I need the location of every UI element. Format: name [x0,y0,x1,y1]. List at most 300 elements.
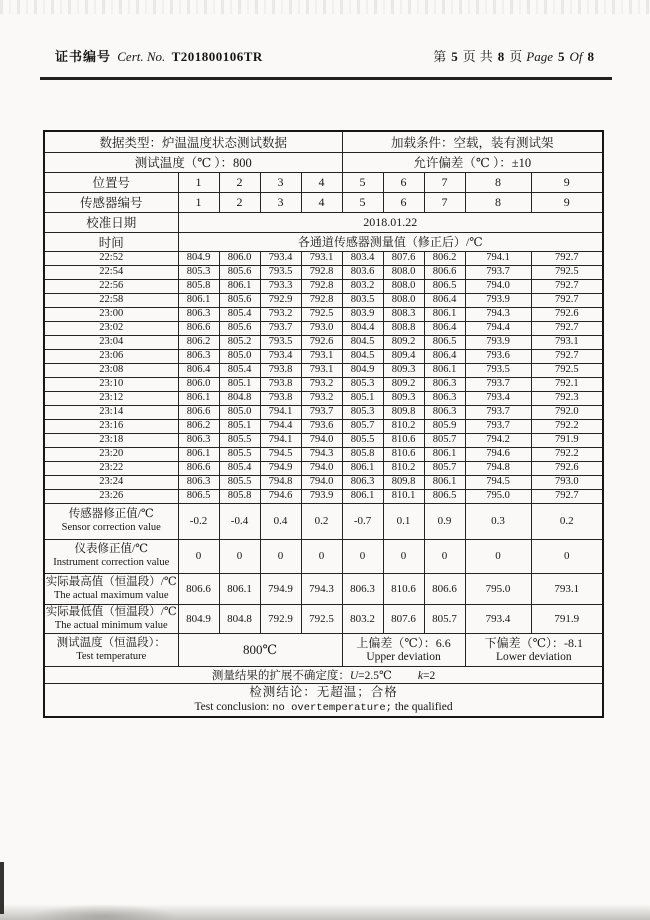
time-cell: 23:12 [44,391,178,405]
value-cell: 1 [178,172,219,192]
measurement-cell: 793.9 [465,293,531,307]
value-cell: 0 [260,539,301,573]
value-cell: 807.6 [383,604,424,633]
measurement-cell: 792.8 [301,265,342,279]
measurement-cell: 806.1 [342,489,383,503]
measurement-cell: 806.3 [424,391,465,405]
value-cell: 792.5 [301,604,342,633]
scan-noise-top [0,0,650,14]
measurement-cell: 805.0 [219,405,260,419]
value-cell: 2 [219,192,260,212]
measurement-cell: 794.6 [465,447,531,461]
value-cell: 5 [342,192,383,212]
channels-header: 各通道传感器测量值（修正后）/℃ [178,232,603,251]
data-type-cell: 数据类型：炉温温度状态测试数据 [44,131,342,152]
sensor-correction-label-en: Sensor correction value [61,522,161,534]
measurement-cell: 792.7 [531,321,603,335]
conclusion-row [44,683,603,717]
measurement-cell: 793.7 [465,377,531,391]
sensor-correction-row [44,503,603,539]
measurement-cell: 792.3 [531,391,603,405]
measurement-cell: 795.0 [465,489,531,503]
value-cell: 1 [178,192,219,212]
position-label: 位置号 [44,172,178,192]
sensor-correction-label [44,503,178,539]
test-temperature-cell: 测试温度（℃ ）：800 [44,152,342,172]
reading-row [44,293,603,307]
reading-row [44,475,603,489]
uncertainty-u-value: =2.5℃ [358,669,392,682]
instrument-correction-label [44,539,178,573]
measurement-cell: 793.8 [260,391,301,405]
measurement-cell: 806.4 [178,363,219,377]
scan-edge-mark [0,862,4,914]
measurement-cell: 805.6 [219,265,260,279]
measurement-cell: 804.4 [342,321,383,335]
cert-number: T201800106TR [171,49,263,64]
measurement-cell: 806.0 [219,251,260,265]
measurement-cell: 794.0 [465,279,531,293]
reading-row [44,405,603,419]
measurement-cell: 809.8 [383,405,424,419]
measurement-cell: 792.1 [531,377,603,391]
page-en-of: Of [569,49,583,64]
measurement-cell: 806.4 [424,349,465,363]
measurement-cell: 805.1 [219,377,260,391]
measurement-cell: 805.8 [178,279,219,293]
measurement-cell: 806.1 [219,279,260,293]
page-zh-mid2: 共 [479,49,493,64]
page-number: 5 [451,49,458,64]
position-row [44,172,603,192]
measurement-cell: 793.4 [465,391,531,405]
measurement-cell: 810.6 [383,447,424,461]
measurement-cell: 806.4 [424,321,465,335]
measurement-cell: 794.1 [465,251,531,265]
measurement-cell: 804.5 [342,349,383,363]
measurement-cell: 792.7 [531,251,603,265]
measurement-cell: 794.5 [260,447,301,461]
reading-row [44,391,603,405]
measurement-cell: 803.2 [342,279,383,293]
measurement-cell: 806.3 [178,475,219,489]
upper-deviation-cell [342,633,465,666]
measurement-cell: 793.3 [260,279,301,293]
value-cell: 6 [383,172,424,192]
value-cell: 0.4 [260,503,301,539]
measurement-cell: 805.4 [219,461,260,475]
measurement-cell: 793.2 [260,307,301,321]
measurement-cell: 804.9 [342,363,383,377]
measurement-cell: 810.6 [383,433,424,447]
measurement-cell: 806.5 [424,335,465,349]
condition-row [44,131,603,152]
conclusion-en-mono: no overtemperature; [272,702,392,715]
cert-label-en: Cert. No. [117,49,166,64]
setpoint-label-zh: 测试温度（恒温段）： [56,636,166,649]
measurement-cell: 793.6 [465,349,531,363]
measurement-cell: 806.3 [424,377,465,391]
actual-max-label [44,573,178,604]
value-cell: 804.9 [178,604,219,633]
upper-deviation-en: Upper deviation [366,650,441,663]
measurement-cell: 806.4 [424,293,465,307]
conclusion-en-prefix: Test conclusion: [194,701,273,714]
actual-max-row [44,573,603,604]
value-cell: 0 [219,539,260,573]
measurement-cell: 805.5 [219,475,260,489]
value-cell: 0 [531,539,603,573]
measurement-cell: 806.2 [178,335,219,349]
measurement-cell: 809.3 [383,391,424,405]
value-cell: -0.7 [342,503,383,539]
page-en-number: 5 [558,49,565,64]
measurement-cell: 806.5 [178,489,219,503]
measurement-cell: 793.2 [301,377,342,391]
measurement-cell: 805.3 [342,377,383,391]
measurement-cell: 810.2 [383,419,424,433]
page-zh-suffix: 页 [509,49,523,64]
channels-header-row [44,232,603,251]
measurement-cell: 793.8 [260,363,301,377]
uncertainty-u-symbol: U [349,669,359,682]
measurement-cell: 805.3 [178,265,219,279]
measurement-cell: 792.6 [301,335,342,349]
measurement-cell: 806.1 [178,293,219,307]
measurement-cell: 794.4 [465,321,531,335]
value-cell: 793.4 [465,604,531,633]
time-cell: 23:08 [44,363,178,377]
value-cell: 6 [383,192,424,212]
measurement-cell: 794.1 [260,405,301,419]
measurement-cell: 806.3 [424,405,465,419]
actual-min-label [44,604,178,633]
measurement-cell: 805.8 [342,447,383,461]
value-cell: 2 [219,172,260,192]
measurement-cell: 793.5 [260,335,301,349]
measurement-cell: 806.1 [178,391,219,405]
time-cell: 23:06 [44,349,178,363]
measurement-cell: 805.7 [424,433,465,447]
measurement-cell: 792.5 [531,265,603,279]
time-cell: 22:54 [44,265,178,279]
measurement-cell: 806.3 [342,475,383,489]
value-cell: 0 [178,539,219,573]
value-cell: 810.6 [383,573,424,604]
time-cell: 23:24 [44,475,178,489]
measurement-cell: 805.5 [219,447,260,461]
actual-min-label-en: The actual minimum value [54,619,168,631]
value-cell: 806.6 [424,573,465,604]
setpoint-label [44,633,178,666]
value-cell: 9 [531,192,603,212]
readings-body [44,251,603,503]
measurement-cell: 807.6 [383,251,424,265]
measurement-cell: 809.2 [383,377,424,391]
measurement-cell: 810.1 [383,489,424,503]
reading-row [44,447,603,461]
time-cell: 23:26 [44,489,178,503]
value-cell: 794.9 [260,573,301,604]
measurement-cell: 793.1 [301,251,342,265]
time-cell: 23:14 [44,405,178,419]
measurement-cell: 806.2 [178,419,219,433]
measurement-cell: 808.8 [383,321,424,335]
test-temp-row [44,152,603,172]
reading-row [44,489,603,503]
measurement-cell: 793.5 [260,265,301,279]
value-cell: 7 [424,172,465,192]
measurement-cell: 806.1 [424,447,465,461]
upper-deviation-zh: 上偏差（℃）：6.6 [356,635,451,650]
time-cell: 23:20 [44,447,178,461]
measurement-cell: 793.7 [301,405,342,419]
measurement-cell: 794.3 [301,447,342,461]
instrument-correction-label-zh: 仪表修正值/℃ [74,543,149,556]
value-cell: 792.9 [260,604,301,633]
measurement-cell: 805.5 [342,433,383,447]
measurement-cell: 792.2 [531,419,603,433]
value-cell: 0 [424,539,465,573]
measurement-cell: 793.9 [465,335,531,349]
time-cell: 23:02 [44,321,178,335]
measurement-cell: 805.4 [219,307,260,321]
measurement-cell: 793.1 [531,335,603,349]
time-cell: 23:04 [44,335,178,349]
measurement-cell: 804.8 [219,391,260,405]
calib-date-row [44,212,603,232]
measurement-cell: 793.6 [301,419,342,433]
setpoint-deviation-row [44,633,603,666]
measurement-cell: 808.0 [383,265,424,279]
time-cell: 23:00 [44,307,178,321]
reading-row [44,279,603,293]
value-cell: 3 [260,192,301,212]
measurement-cell: 794.0 [301,475,342,489]
measurement-cell: 806.3 [178,349,219,363]
value-cell: 5 [342,172,383,192]
value-cell: 791.9 [531,604,603,633]
reading-row [44,251,603,265]
value-cell: 0 [465,539,531,573]
measurement-cell: 792.5 [531,363,603,377]
reading-row [44,419,603,433]
sensor-label: 传感器编号 [44,192,178,212]
measurement-cell: 793.1 [301,349,342,363]
value-cell: 805.7 [424,604,465,633]
sensor-correction-label-zh: 传感器修正值/℃ [68,508,154,521]
value-cell: 803.2 [342,604,383,633]
conclusion-en [45,700,602,715]
measurement-cell: 793.1 [301,363,342,377]
measurement-cell: 806.1 [424,307,465,321]
measurement-cell: 806.5 [424,279,465,293]
value-cell: 9 [531,172,603,192]
measurement-cell: 805.1 [342,391,383,405]
page-total: 8 [497,49,505,64]
measurement-cell: 806.1 [342,461,383,475]
measurement-cell: 792.8 [301,293,342,307]
sensor-number-row [44,192,603,212]
measurement-cell: 808.0 [383,279,424,293]
measurement-cell: 803.5 [342,293,383,307]
measurement-cell: 806.3 [178,307,219,321]
measurement-cell: 792.9 [260,293,301,307]
measurement-cell: 806.6 [178,461,219,475]
measurement-cell: 805.0 [219,349,260,363]
value-cell: 0.2 [301,503,342,539]
reading-row [44,433,603,447]
measurement-cell: 792.7 [531,349,603,363]
value-cell: 4 [301,192,342,212]
measurement-cell: 805.3 [342,405,383,419]
value-cell: 795.0 [465,573,531,604]
uncertainty-k-symbol: k [417,669,423,682]
measurement-cell: 803.4 [342,251,383,265]
measurement-cell: 809.8 [383,475,424,489]
measurement-cell: 805.7 [342,419,383,433]
measurement-cell: 793.0 [531,475,603,489]
value-cell: 806.1 [219,573,260,604]
page-zh-prefix: 第 [433,49,447,64]
measurement-cell: 810.2 [383,461,424,475]
measurement-cell: 794.9 [260,461,301,475]
instrument-correction-label-en: Instrument correction value [53,557,170,569]
reading-row [44,265,603,279]
measurement-cell: 792.2 [531,447,603,461]
measurement-cell: 809.3 [383,363,424,377]
value-cell: 0.1 [383,503,424,539]
value-cell: 8 [465,192,531,212]
value-cell: 806.6 [178,573,219,604]
measurement-cell: 806.6 [424,265,465,279]
page-zh-mid1: 页 [462,49,476,64]
calib-date-value: 2018.01.22 [178,212,603,232]
measurement-cell: 794.5 [465,475,531,489]
conclusion-cell [44,683,603,717]
header-divider-rule [40,77,612,80]
time-cell: 23:10 [44,377,178,391]
instrument-correction-row [44,539,603,573]
measurement-cell: 793.7 [465,419,531,433]
page-header [55,46,597,65]
measurement-cell: 793.7 [465,265,531,279]
measurement-cell: 794.1 [260,433,301,447]
reading-row [44,461,603,475]
measurement-cell: 794.6 [260,489,301,503]
measurement-cell: 794.2 [465,433,531,447]
time-cell: 22:58 [44,293,178,307]
measurement-cell: 793.4 [260,251,301,265]
uncertainty-k-value: =2 [422,669,436,682]
measurement-cell: 792.0 [531,405,603,419]
measurement-cell: 793.7 [465,405,531,419]
value-cell: 793.1 [531,573,603,604]
reading-row [44,349,603,363]
conclusion-zh: 检测结论：无超温；合格 [249,684,398,699]
measurement-cell: 809.4 [383,349,424,363]
measurement-cell: 806.2 [424,251,465,265]
value-cell: 0.3 [465,503,531,539]
lower-deviation-cell [465,633,603,666]
actual-min-row [44,604,603,633]
measurement-cell: 806.1 [424,363,465,377]
measurement-cell: 791.9 [531,433,603,447]
allowed-deviation-cell: 允许偏差（℃ ）：±10 [342,152,603,172]
value-cell: 7 [424,192,465,212]
measurement-cell: 793.9 [301,489,342,503]
measurement-cell: 804.5 [342,335,383,349]
measurement-cell: 805.1 [219,419,260,433]
value-cell: 794.3 [301,573,342,604]
uncertainty-prefix: 测量结果的扩展不确定度： [211,669,350,682]
actual-min-label-zh: 实际最低值（恒温段）/℃ [45,605,177,618]
value-cell: -0.2 [178,503,219,539]
measurement-cell: 805.5 [219,433,260,447]
value-cell: 0 [383,539,424,573]
page-number-line [431,46,597,65]
setpoint-value: 800℃ [178,633,342,666]
measurement-cell: 805.2 [219,335,260,349]
measurement-cell: 808.0 [383,293,424,307]
reading-row [44,335,603,349]
value-cell: 0 [342,539,383,573]
measurement-cell: 793.2 [301,391,342,405]
measurement-cell: 794.3 [465,307,531,321]
load-condition-cell: 加载条件：空载，装有测试架 [342,131,603,152]
measurement-cell: 806.5 [424,489,465,503]
measurement-cell: 792.7 [531,279,603,293]
measurement-cell: 806.0 [178,377,219,391]
uncertainty-row [44,666,603,683]
measurement-cell: 793.7 [260,321,301,335]
page-en-label: Page [526,49,553,64]
measurement-cell: 803.9 [342,307,383,321]
measurement-cell: 804.9 [178,251,219,265]
measurement-cell: 793.0 [301,321,342,335]
measurement-cell: 806.1 [424,475,465,489]
time-label: 时间 [44,232,178,251]
measurement-cell: 792.8 [301,279,342,293]
conclusion-en-suffix: the qualified [391,701,453,714]
value-cell: -0.4 [219,503,260,539]
measurement-cell: 805.9 [424,419,465,433]
time-cell: 23:18 [44,433,178,447]
reading-row [44,363,603,377]
value-cell: 806.3 [342,573,383,604]
measurement-cell: 806.1 [178,447,219,461]
measurement-cell: 794.8 [260,475,301,489]
time-cell: 23:22 [44,461,178,475]
value-cell: 4 [301,172,342,192]
value-cell: 804.8 [219,604,260,633]
measurement-cell: 793.8 [260,377,301,391]
measurement-cell: 805.7 [424,461,465,475]
reading-row [44,307,603,321]
measurement-cell: 805.8 [219,489,260,503]
value-cell: 0.9 [424,503,465,539]
reading-row [44,321,603,335]
calib-date-label: 校准日期 [44,212,178,232]
measurement-cell: 805.6 [219,293,260,307]
measurement-cell: 806.6 [178,321,219,335]
cert-number-line [55,46,263,65]
measurement-table [43,130,604,718]
measurement-cell: 794.0 [301,461,342,475]
measurement-cell: 794.4 [260,419,301,433]
measurement-cell: 792.6 [531,461,603,475]
measurement-cell: 805.6 [219,321,260,335]
